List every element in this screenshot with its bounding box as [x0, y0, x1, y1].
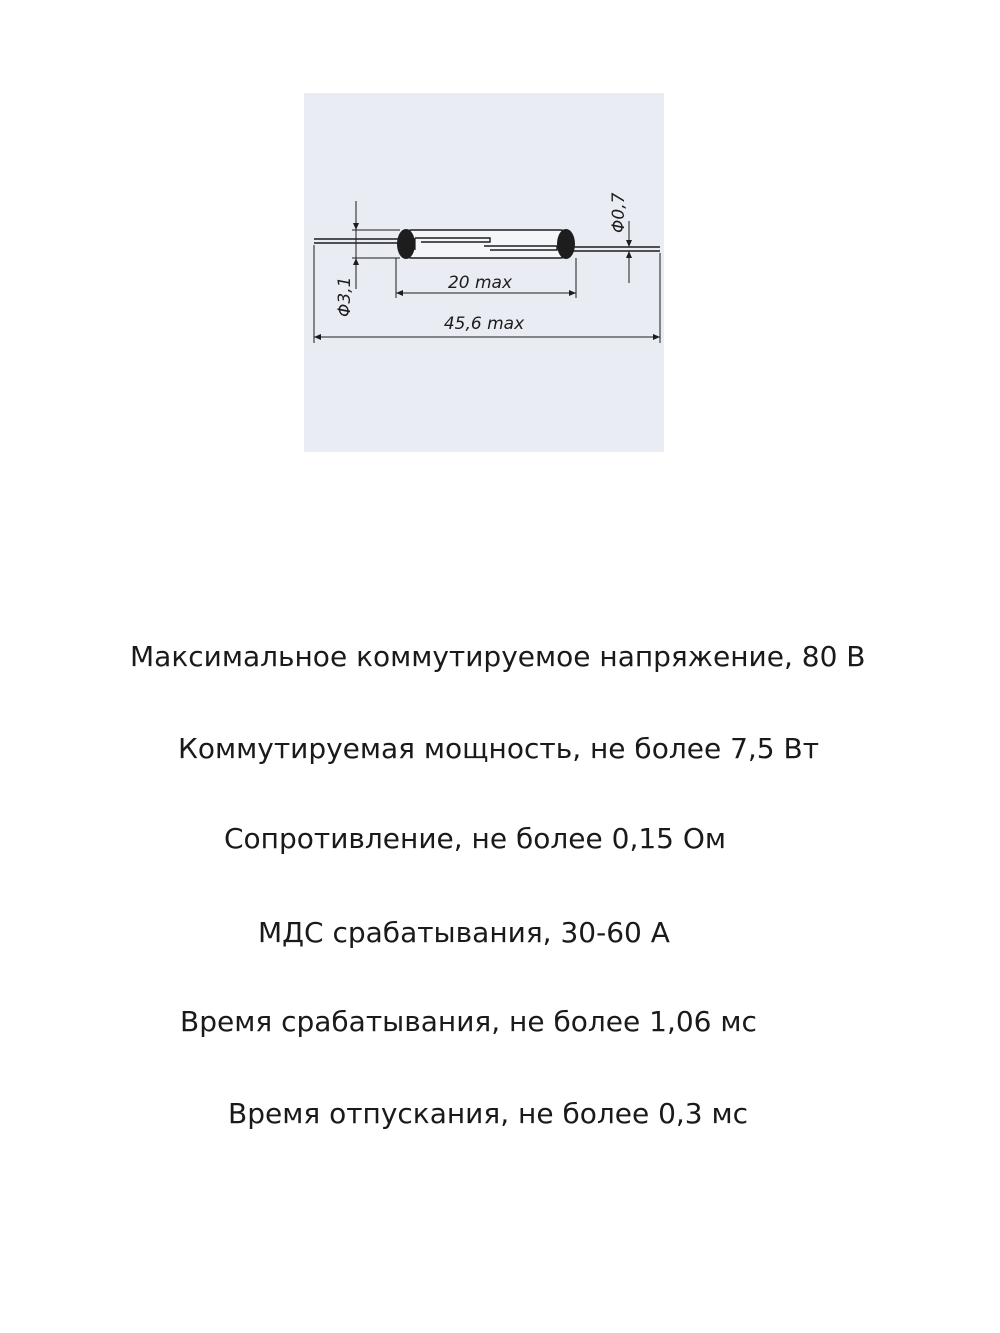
body-length-dimension	[396, 273, 576, 293]
body-length-label: 20 max	[447, 273, 513, 293]
lead-diameter-label: Φ0,7	[609, 192, 629, 233]
spec-operate-time: Время срабатывания, не более 1,06 мс	[180, 1005, 757, 1038]
lead-diameter-dimension	[609, 192, 629, 283]
spec-max-switching-voltage: Максимальное коммутируемое напряжение, 80 В	[130, 640, 866, 673]
spec-release-time: Время отпускания, не более 0,3 мс	[228, 1097, 749, 1130]
reed-switch-drawing-svg	[304, 93, 664, 452]
body-diameter-label: Φ3,1	[335, 276, 355, 317]
spec-operate-mmf: МДС срабатывания, 30-60 А	[258, 916, 670, 949]
total-length-dimension	[314, 314, 660, 337]
reed-switch-drawing	[304, 93, 664, 452]
total-length-label: 45,6 max	[443, 314, 525, 334]
glass-body	[397, 229, 575, 259]
spec-resistance: Сопротивление, не более 0,15 Ом	[224, 822, 727, 855]
body-diameter-dimension	[335, 201, 356, 317]
spec-switching-power: Коммутируемая мощность, не более 7,5 Вт	[178, 732, 820, 765]
